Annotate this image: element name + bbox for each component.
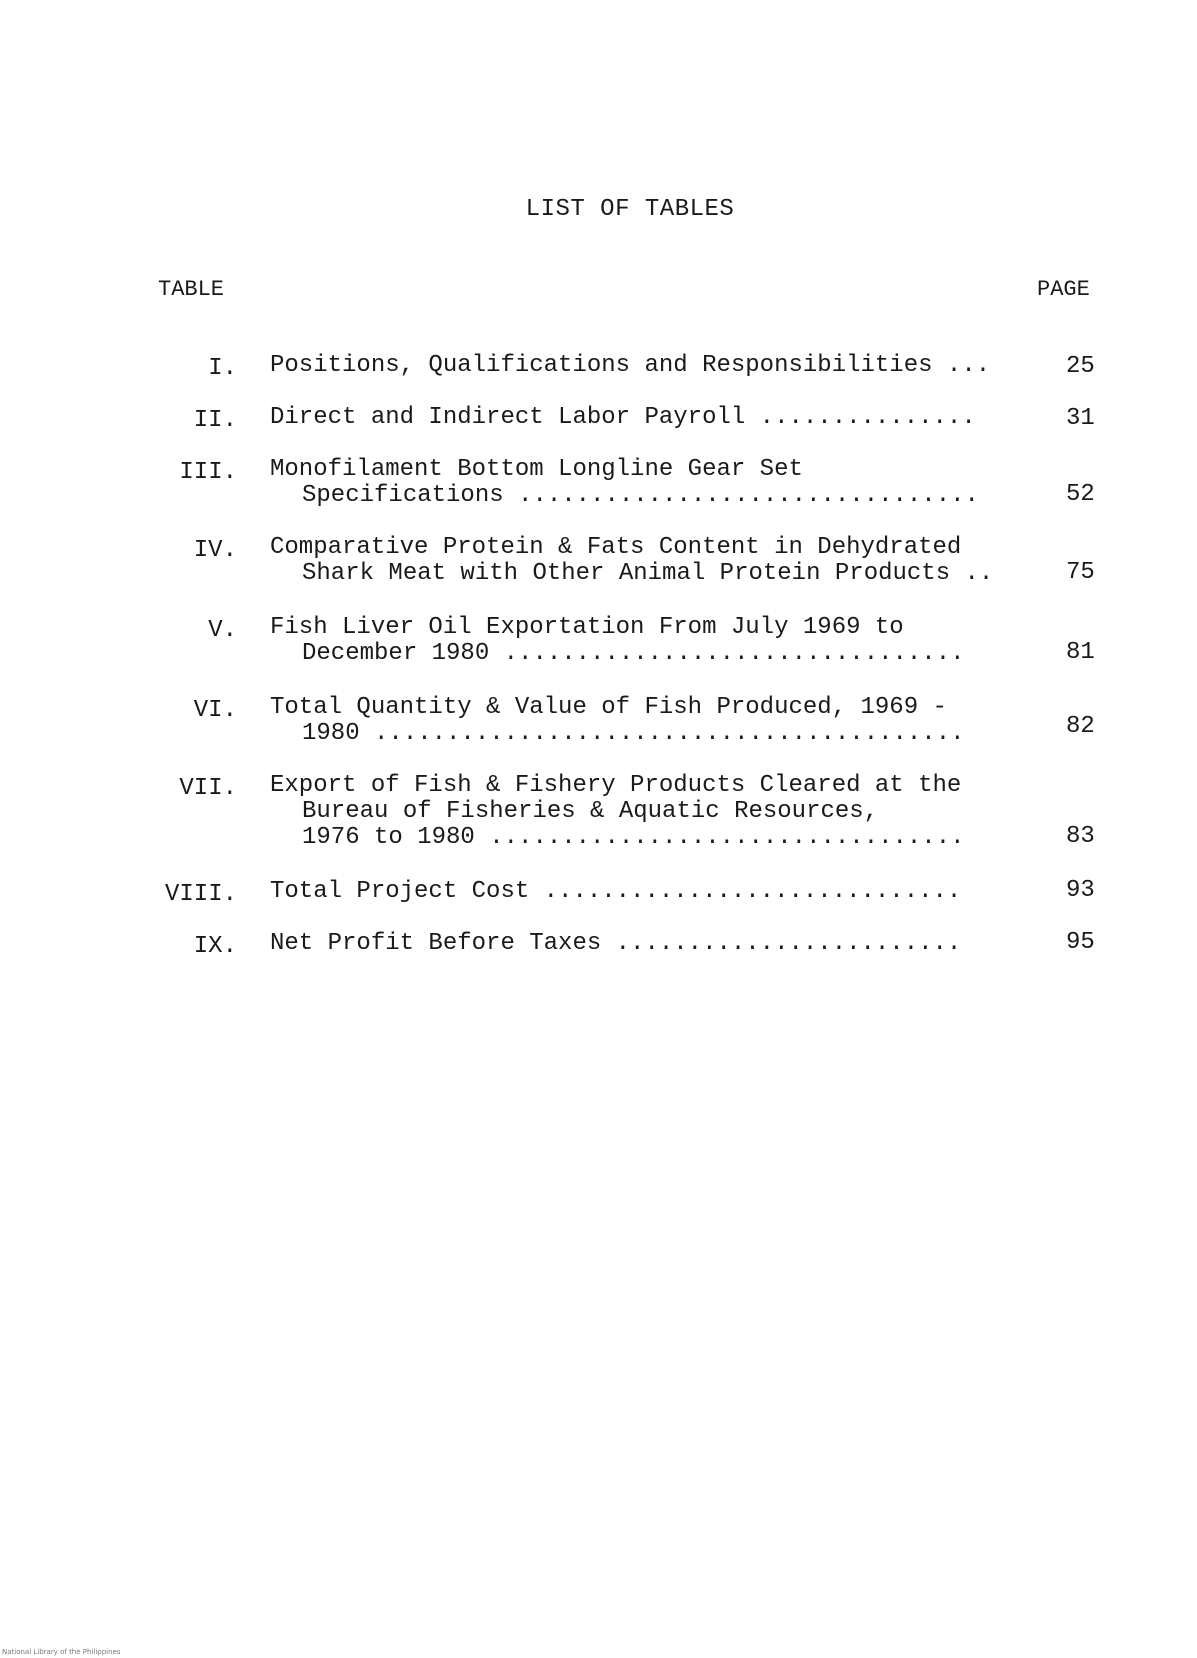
page-number: 81 bbox=[1066, 639, 1095, 666]
table-column-header: TABLE bbox=[158, 277, 225, 302]
table-caption-line: December 1980 ................................ bbox=[302, 640, 965, 667]
table-caption-line: 1980 ......................................... bbox=[302, 720, 965, 747]
page-number: 95 bbox=[1066, 929, 1095, 956]
table-caption-line: Total Quantity & Value of Fish Produced, 1969 - bbox=[270, 694, 947, 721]
table-caption-line: Fish Liver Oil Exportation From July 1969 to bbox=[270, 614, 904, 641]
page-title: LIST OF TABLES bbox=[525, 196, 735, 223]
table-caption-line: Total Project Cost ............................. bbox=[270, 878, 962, 905]
table-caption-line: Bureau of Fisheries & Aquatic Resources, bbox=[302, 798, 879, 825]
table-number: II. bbox=[193, 407, 237, 434]
table-number: III. bbox=[179, 459, 237, 486]
page-number: 93 bbox=[1066, 877, 1095, 904]
table-number: VI. bbox=[193, 697, 237, 724]
table-caption-line: Direct and Indirect Labor Payroll ............... bbox=[270, 404, 976, 431]
table-caption-line: Specifications ................................ bbox=[302, 482, 979, 509]
page-number: 83 bbox=[1066, 823, 1095, 850]
footer-text: National Library of the Philippines bbox=[2, 1648, 121, 1656]
page-number: 82 bbox=[1066, 713, 1095, 740]
page-number: 25 bbox=[1066, 353, 1095, 380]
table-caption-line: 1976 to 1980 ................................. bbox=[302, 824, 965, 851]
page-number: 75 bbox=[1066, 559, 1095, 586]
page-column-header: PAGE bbox=[1037, 277, 1090, 302]
table-number: I. bbox=[208, 355, 237, 382]
table-number: IV. bbox=[193, 537, 237, 564]
table-number: V. bbox=[208, 617, 237, 644]
table-caption-line: Comparative Protein & Fats Content in Dehydrated bbox=[270, 534, 962, 561]
page-number: 31 bbox=[1066, 405, 1095, 432]
table-caption-line: Monofilament Bottom Longline Gear Set bbox=[270, 456, 803, 483]
table-caption-line: Shark Meat with Other Animal Protein Products .. bbox=[302, 560, 994, 587]
table-caption-line: Positions, Qualifications and Responsibilities ... bbox=[270, 352, 991, 379]
table-caption-line: Net Profit Before Taxes ........................ bbox=[270, 930, 962, 957]
page-number: 52 bbox=[1066, 481, 1095, 508]
table-number: VIII. bbox=[164, 881, 237, 908]
table-number: VII. bbox=[179, 775, 237, 802]
table-number: IX. bbox=[193, 933, 237, 960]
table-caption-line: Export of Fish & Fishery Products Cleared at the bbox=[270, 772, 962, 799]
